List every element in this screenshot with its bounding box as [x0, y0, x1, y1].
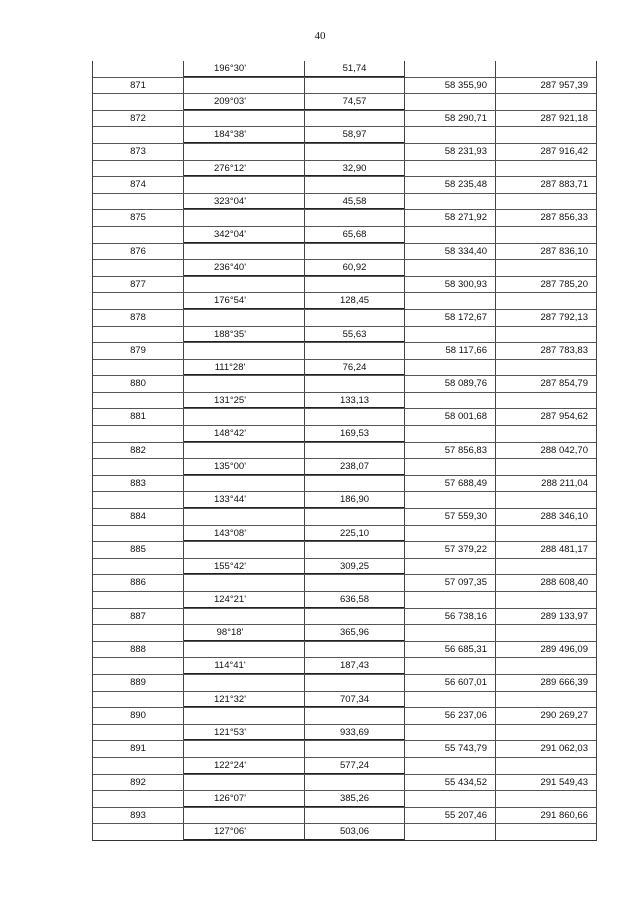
- table-row-segment: [93, 791, 596, 808]
- direction-angle-cell: 143°08': [184, 526, 305, 542]
- distance-cell: [305, 741, 405, 757]
- y-coordinate-cell: 291 860,66: [540, 809, 588, 821]
- distance-cell: 187,43: [305, 658, 405, 674]
- distance-cell: 55,63: [305, 327, 405, 343]
- direction-angle-cell: 184°38': [184, 127, 305, 143]
- direction-angle-cell: 121°53': [184, 725, 305, 741]
- table-row-point: [93, 210, 596, 227]
- table-row-point: [93, 476, 596, 493]
- direction-angle-cell: [184, 509, 305, 525]
- x-coordinate-cell: [405, 725, 496, 741]
- point-number-cell: [93, 194, 184, 210]
- distance-cell: [305, 476, 405, 492]
- y-coordinate-cell: [496, 725, 596, 741]
- direction-angle-cell: [184, 277, 305, 293]
- y-coordinate-cell: 289 133,97: [540, 610, 588, 622]
- table-row-point: [93, 409, 596, 426]
- point-number-cell: 879: [93, 343, 184, 359]
- table-row-point: [93, 277, 596, 294]
- point-number-cell: 875: [93, 210, 184, 226]
- x-coordinate-cell: 57 097,35: [405, 575, 496, 591]
- direction-angle-cell: 135°00': [184, 459, 305, 475]
- y-coordinate-cell: [496, 824, 596, 840]
- direction-angle-cell: 209°03': [184, 94, 305, 110]
- distance-cell: [305, 575, 405, 591]
- distance-cell: 76,24: [305, 360, 405, 376]
- point-number-cell: 892: [93, 775, 184, 791]
- direction-angle-cell: 196°30': [184, 61, 305, 77]
- y-coordinate-cell: 288 481,17: [540, 544, 588, 556]
- y-coordinate-cell: 287 921,18: [540, 112, 588, 124]
- table-row-segment: [93, 625, 596, 642]
- y-coordinate-cell: [496, 227, 596, 243]
- x-coordinate-cell: 57 688,49: [405, 476, 496, 492]
- table-row-point: [93, 376, 596, 393]
- y-coordinate-cell: [496, 692, 596, 708]
- y-coordinate-cell: [496, 94, 596, 110]
- distance-cell: 707,34: [305, 692, 405, 708]
- table-row-segment: [93, 426, 596, 443]
- distance-cell: [305, 642, 405, 658]
- point-number-cell: 891: [93, 741, 184, 757]
- distance-cell: 503,06: [305, 824, 405, 840]
- table-row-point: [93, 675, 596, 692]
- x-coordinate-cell: [405, 327, 496, 343]
- table-row-segment: [93, 492, 596, 509]
- point-number-cell: [93, 327, 184, 343]
- point-number-cell: 889: [93, 675, 184, 691]
- x-coordinate-cell: [405, 260, 496, 276]
- y-coordinate-cell: 287 785,20: [540, 278, 588, 290]
- direction-angle-cell: 276°12': [184, 161, 305, 177]
- x-coordinate-cell: 58 172,67: [405, 310, 496, 326]
- y-coordinate-cell: 291 062,03: [540, 743, 588, 755]
- point-number-cell: [93, 592, 184, 608]
- direction-angle-cell: 148°42': [184, 426, 305, 442]
- direction-angle-cell: [184, 609, 305, 625]
- point-number-cell: 873: [93, 144, 184, 160]
- x-coordinate-cell: 58 231,93: [405, 144, 496, 160]
- direction-angle-cell: [184, 443, 305, 459]
- x-coordinate-cell: 58 001,68: [405, 409, 496, 425]
- direction-angle-cell: [184, 78, 305, 94]
- table-row-point: [93, 741, 596, 758]
- x-coordinate-cell: 58 271,92: [405, 210, 496, 226]
- x-coordinate-cell: [405, 293, 496, 309]
- y-coordinate-cell: 287 856,33: [540, 212, 588, 224]
- y-coordinate-cell: [496, 625, 596, 641]
- distance-cell: 238,07: [305, 459, 405, 475]
- y-coordinate-cell: 290 269,27: [540, 710, 588, 722]
- direction-angle-cell: 188°35': [184, 327, 305, 343]
- table-row-point: [93, 177, 596, 194]
- direction-angle-cell: 131°25': [184, 393, 305, 409]
- point-number-cell: 871: [93, 78, 184, 94]
- x-coordinate-cell: 58 235,48: [405, 177, 496, 193]
- point-number-cell: [93, 526, 184, 542]
- y-coordinate-cell: [496, 127, 596, 143]
- point-number-cell: [93, 127, 184, 143]
- y-coordinate-cell: 287 783,83: [540, 345, 588, 357]
- x-coordinate-cell: 55 434,52: [405, 775, 496, 791]
- x-coordinate-cell: [405, 227, 496, 243]
- y-coordinate-cell: 287 792,13: [540, 311, 588, 323]
- direction-angle-cell: [184, 642, 305, 658]
- table-row-segment: [93, 725, 596, 742]
- direction-angle-cell: [184, 244, 305, 260]
- distance-cell: [305, 78, 405, 94]
- point-number-cell: 884: [93, 509, 184, 525]
- x-coordinate-cell: 56 607,01: [405, 675, 496, 691]
- y-coordinate-cell: 288 211,04: [541, 477, 588, 489]
- table-row-segment: [93, 459, 596, 476]
- x-coordinate-cell: [405, 824, 496, 840]
- distance-cell: 577,24: [305, 758, 405, 774]
- direction-angle-cell: 323°04': [184, 194, 305, 210]
- y-coordinate-cell: [496, 61, 596, 77]
- distance-cell: 636,58: [305, 592, 405, 608]
- distance-cell: 933,69: [305, 725, 405, 741]
- direction-angle-cell: [184, 144, 305, 160]
- table-row-point: [93, 111, 596, 128]
- direction-angle-cell: [184, 775, 305, 791]
- x-coordinate-cell: [405, 559, 496, 575]
- direction-angle-cell: [184, 575, 305, 591]
- table-row-segment: [93, 692, 596, 709]
- point-number-cell: [93, 260, 184, 276]
- distance-cell: [305, 708, 405, 724]
- distance-cell: 385,26: [305, 791, 405, 807]
- direction-angle-cell: [184, 708, 305, 724]
- distance-cell: [305, 177, 405, 193]
- direction-angle-cell: 114°41': [184, 658, 305, 674]
- table-row-point: [93, 509, 596, 526]
- direction-angle-cell: 133°44': [184, 492, 305, 508]
- x-coordinate-cell: 58 089,76: [405, 376, 496, 392]
- x-coordinate-cell: [405, 492, 496, 508]
- y-coordinate-cell: 289 496,09: [540, 643, 588, 655]
- distance-cell: [305, 509, 405, 525]
- x-coordinate-cell: 58 355,90: [405, 78, 496, 94]
- table-row-point: [93, 443, 596, 460]
- distance-cell: [305, 542, 405, 558]
- table-row-segment: [93, 260, 596, 277]
- x-coordinate-cell: [405, 791, 496, 807]
- distance-cell: [305, 808, 405, 824]
- point-number-cell: [93, 824, 184, 840]
- table-row-point: [93, 144, 596, 161]
- x-coordinate-cell: [405, 194, 496, 210]
- x-coordinate-cell: 57 559,30: [405, 509, 496, 525]
- point-number-cell: [93, 625, 184, 641]
- x-coordinate-cell: [405, 61, 496, 77]
- point-number-cell: [93, 658, 184, 674]
- x-coordinate-cell: 55 207,46: [405, 808, 496, 824]
- direction-angle-cell: [184, 310, 305, 326]
- x-coordinate-cell: 57 856,83: [405, 443, 496, 459]
- point-number-cell: [93, 758, 184, 774]
- x-coordinate-cell: 58 300,93: [405, 277, 496, 293]
- distance-cell: [305, 210, 405, 226]
- x-coordinate-cell: [405, 127, 496, 143]
- distance-cell: 365,96: [305, 625, 405, 641]
- table-row-segment: [93, 393, 596, 410]
- table-row-segment: [93, 94, 596, 111]
- table-row-segment: [93, 293, 596, 310]
- table-row-point: [93, 244, 596, 261]
- point-number-cell: 886: [93, 575, 184, 591]
- coordinates-table: [92, 61, 597, 841]
- table-row-point: [93, 708, 596, 725]
- table-row-segment: [93, 360, 596, 377]
- distance-cell: [305, 144, 405, 160]
- y-coordinate-cell: [496, 360, 596, 376]
- x-coordinate-cell: [405, 692, 496, 708]
- point-number-cell: [93, 492, 184, 508]
- table-row-segment: [93, 592, 596, 609]
- distance-cell: 169,53: [305, 426, 405, 442]
- x-coordinate-cell: [405, 360, 496, 376]
- point-number-cell: [93, 791, 184, 807]
- y-coordinate-cell: 287 836,10: [540, 245, 588, 257]
- point-number-cell: 877: [93, 277, 184, 293]
- distance-cell: 32,90: [305, 161, 405, 177]
- x-coordinate-cell: 58 117,66: [405, 343, 496, 359]
- table-row-segment: [93, 194, 596, 211]
- y-coordinate-cell: [496, 492, 596, 508]
- table-row-point: [93, 78, 596, 95]
- distance-cell: [305, 675, 405, 691]
- point-number-cell: 888: [93, 642, 184, 658]
- y-coordinate-cell: [496, 293, 596, 309]
- table-row-point: [93, 343, 596, 360]
- distance-cell: [305, 443, 405, 459]
- distance-cell: 133,13: [305, 393, 405, 409]
- table-row-point: [93, 642, 596, 659]
- y-coordinate-cell: [496, 526, 596, 542]
- y-coordinate-cell: [496, 393, 596, 409]
- x-coordinate-cell: [405, 592, 496, 608]
- direction-angle-cell: [184, 376, 305, 392]
- direction-angle-cell: 176°54': [184, 293, 305, 309]
- distance-cell: 128,45: [305, 293, 405, 309]
- table-row-segment: [93, 161, 596, 178]
- distance-cell: [305, 310, 405, 326]
- point-number-cell: 883: [93, 476, 184, 492]
- x-coordinate-cell: [405, 161, 496, 177]
- point-number-cell: 874: [93, 177, 184, 193]
- distance-cell: 51,74: [305, 61, 405, 77]
- distance-cell: 186,90: [305, 492, 405, 508]
- y-coordinate-cell: [496, 559, 596, 575]
- y-coordinate-cell: [496, 161, 596, 177]
- x-coordinate-cell: [405, 459, 496, 475]
- y-coordinate-cell: [496, 459, 596, 475]
- direction-angle-cell: 126°07': [184, 791, 305, 807]
- table-row-point: [93, 775, 596, 792]
- x-coordinate-cell: 58 334,40: [405, 244, 496, 260]
- table-row-point: [93, 808, 596, 825]
- distance-cell: [305, 244, 405, 260]
- point-number-cell: 872: [93, 111, 184, 127]
- direction-angle-cell: 127°06': [184, 824, 305, 840]
- table-row-segment: [93, 559, 596, 576]
- point-number-cell: 878: [93, 310, 184, 326]
- point-number-cell: [93, 393, 184, 409]
- direction-angle-cell: 236°40': [184, 260, 305, 276]
- y-coordinate-cell: [496, 791, 596, 807]
- x-coordinate-cell: [405, 393, 496, 409]
- direction-angle-cell: 155°42': [184, 559, 305, 575]
- y-coordinate-cell: 287 916,42: [540, 145, 588, 157]
- direction-angle-cell: [184, 808, 305, 824]
- distance-cell: [305, 609, 405, 625]
- table-row-point: [93, 310, 596, 327]
- distance-cell: 58,97: [305, 127, 405, 143]
- x-coordinate-cell: [405, 758, 496, 774]
- point-number-cell: [93, 61, 184, 77]
- point-number-cell: [93, 459, 184, 475]
- distance-cell: [305, 409, 405, 425]
- direction-angle-cell: 98°18': [184, 625, 305, 641]
- table-row-segment: [93, 824, 596, 841]
- point-number-cell: [93, 725, 184, 741]
- y-coordinate-cell: 288 346,10: [540, 511, 588, 523]
- distance-cell: 65,68: [305, 227, 405, 243]
- table-row-segment: [93, 327, 596, 344]
- x-coordinate-cell: 58 290,71: [405, 111, 496, 127]
- x-coordinate-cell: [405, 658, 496, 674]
- direction-angle-cell: [184, 343, 305, 359]
- direction-angle-cell: [184, 542, 305, 558]
- y-coordinate-cell: 287 883,71: [540, 179, 588, 191]
- table-row-segment: [93, 526, 596, 543]
- point-number-cell: [93, 692, 184, 708]
- distance-cell: [305, 277, 405, 293]
- x-coordinate-cell: [405, 426, 496, 442]
- x-coordinate-cell: [405, 94, 496, 110]
- distance-cell: 60,92: [305, 260, 405, 276]
- distance-cell: 309,25: [305, 559, 405, 575]
- x-coordinate-cell: 57 379,22: [405, 542, 496, 558]
- table-row-point: [93, 609, 596, 626]
- point-number-cell: [93, 559, 184, 575]
- y-coordinate-cell: [496, 260, 596, 276]
- y-coordinate-cell: 288 042,70: [540, 444, 588, 456]
- table-row-segment: [93, 61, 596, 78]
- y-coordinate-cell: 288 608,40: [540, 577, 588, 589]
- x-coordinate-cell: [405, 625, 496, 641]
- direction-angle-cell: [184, 675, 305, 691]
- table-row-segment: [93, 758, 596, 775]
- point-number-cell: [93, 161, 184, 177]
- direction-angle-cell: 111°28': [184, 360, 305, 376]
- direction-angle-cell: 122°24': [184, 758, 305, 774]
- distance-cell: [305, 775, 405, 791]
- point-number-cell: [93, 360, 184, 376]
- point-number-cell: 890: [93, 708, 184, 724]
- x-coordinate-cell: [405, 526, 496, 542]
- y-coordinate-cell: 291 549,43: [540, 776, 588, 788]
- y-coordinate-cell: 287 954,62: [540, 411, 588, 423]
- distance-cell: 225,10: [305, 526, 405, 542]
- point-number-cell: 893: [93, 808, 184, 824]
- distance-cell: [305, 343, 405, 359]
- point-number-cell: 887: [93, 609, 184, 625]
- y-coordinate-cell: 289 666,39: [540, 676, 588, 688]
- point-number-cell: 881: [93, 409, 184, 425]
- x-coordinate-cell: 55 743,79: [405, 741, 496, 757]
- y-coordinate-cell: 287 957,39: [540, 79, 588, 91]
- y-coordinate-cell: [496, 426, 596, 442]
- direction-angle-cell: [184, 111, 305, 127]
- direction-angle-cell: 124°21': [184, 592, 305, 608]
- table-row-point: [93, 575, 596, 592]
- y-coordinate-cell: [496, 758, 596, 774]
- point-number-cell: 885: [93, 542, 184, 558]
- point-number-cell: 876: [93, 244, 184, 260]
- distance-cell: [305, 376, 405, 392]
- direction-angle-cell: [184, 210, 305, 226]
- direction-angle-cell: [184, 476, 305, 492]
- direction-angle-cell: [184, 741, 305, 757]
- y-coordinate-cell: 287 854,79: [540, 378, 588, 390]
- x-coordinate-cell: 56 685,31: [405, 642, 496, 658]
- distance-cell: [305, 111, 405, 127]
- direction-angle-cell: 121°32': [184, 692, 305, 708]
- table-row-segment: [93, 658, 596, 675]
- direction-angle-cell: [184, 177, 305, 193]
- table-row-segment: [93, 127, 596, 144]
- table-row-point: [93, 542, 596, 559]
- point-number-cell: [93, 227, 184, 243]
- page-number: 40: [314, 30, 326, 42]
- table-row-segment: [93, 227, 596, 244]
- point-number-cell: 880: [93, 376, 184, 392]
- y-coordinate-cell: [496, 194, 596, 210]
- y-coordinate-cell: [496, 658, 596, 674]
- distance-cell: 45,58: [305, 194, 405, 210]
- direction-angle-cell: [184, 409, 305, 425]
- point-number-cell: [93, 293, 184, 309]
- point-number-cell: [93, 94, 184, 110]
- direction-angle-cell: 342°04': [184, 227, 305, 243]
- distance-cell: 74,57: [305, 94, 405, 110]
- y-coordinate-cell: [496, 592, 596, 608]
- point-number-cell: 882: [93, 443, 184, 459]
- x-coordinate-cell: 56 237,06: [405, 708, 496, 724]
- y-coordinate-cell: [496, 327, 596, 343]
- x-coordinate-cell: 56 738,16: [405, 609, 496, 625]
- point-number-cell: [93, 426, 184, 442]
